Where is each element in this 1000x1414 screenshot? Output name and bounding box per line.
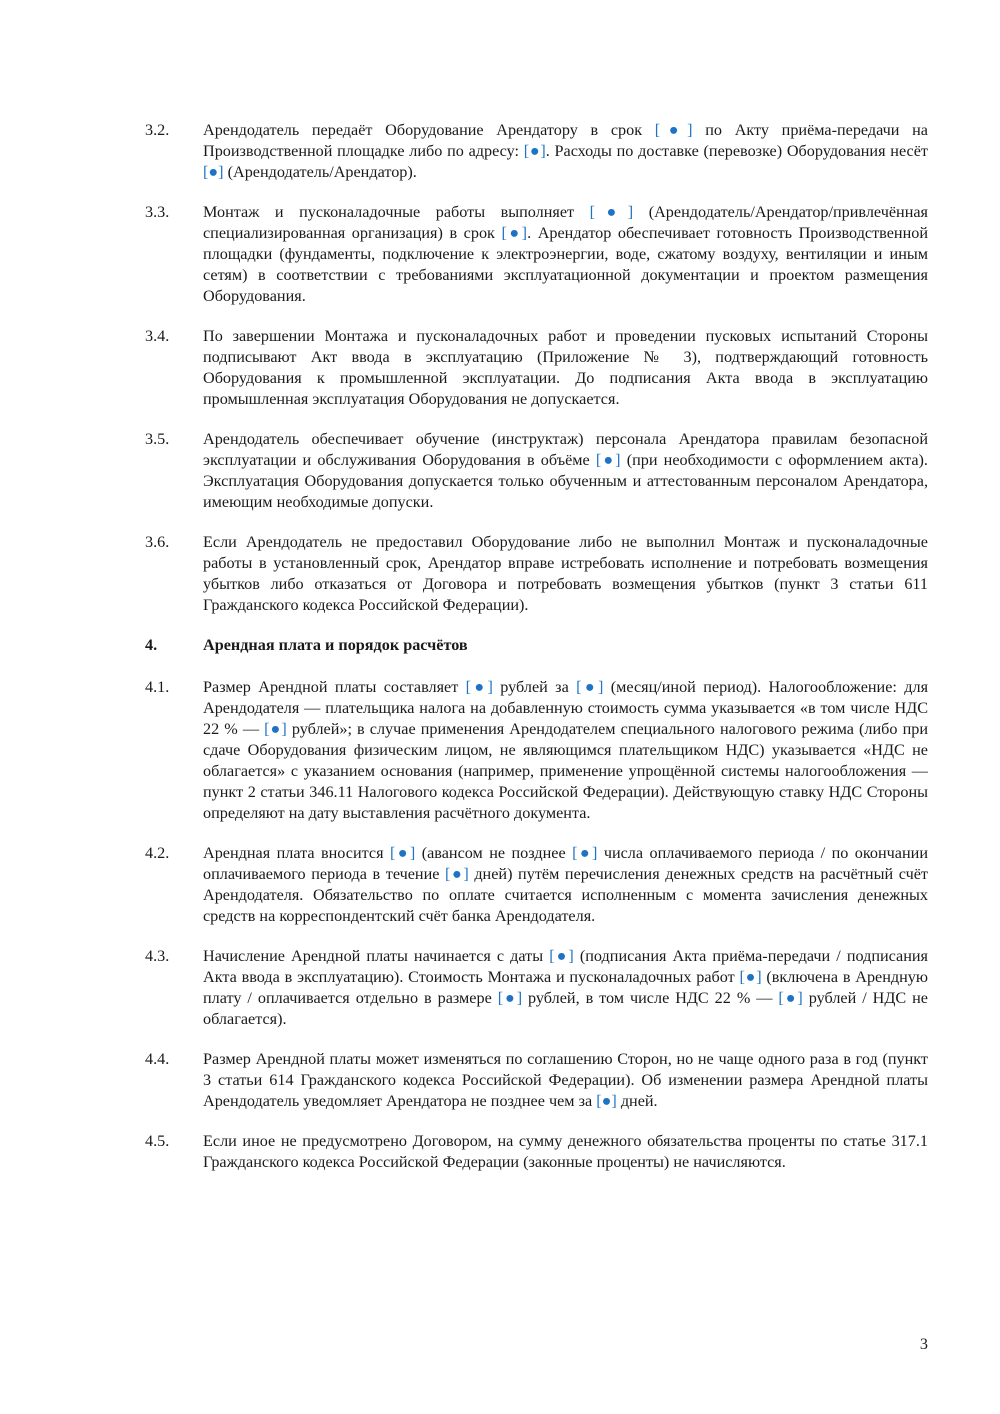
clause-number: 4.1.: [145, 678, 170, 696]
clause-4-3: [145, 946, 928, 1030]
clause-3-5: [145, 429, 928, 513]
placeholder-mark: [●]: [497, 989, 523, 1007]
clause-3-2: [145, 120, 928, 183]
clause-4-4: [145, 1049, 928, 1112]
placeholder-mark: [●]: [501, 224, 528, 242]
placeholder-mark: [●]: [523, 142, 546, 160]
clause-4-1: [145, 677, 928, 824]
clause-4-5: [145, 1131, 928, 1173]
section-title: Арендная плата и порядок расчётов: [203, 636, 468, 654]
clause-3-4: [145, 326, 928, 410]
placeholder-mark: [●]: [445, 865, 469, 883]
placeholder-mark: [●]: [595, 451, 621, 469]
clause-number: 4.4.: [145, 1050, 170, 1068]
clause-text: Размер Арендной платы составляет [●] рублей за [●] (месяц/иной период). Налогообложение: для Арендодателя — плательщика налога на добавленную стоимость сумма указывается «в том числе НДС 22 % — [●] рублей»; в случае применения Арендодателем специального налогового режима (либо при сдаче Оборудования физическим лицом, не являющимся плательщиком НДС) указывается «НДС не облагается» с указанием основания (например, применение упрощённой системы налогообложения — пункт 2 статьи 346.11 Налогового кодекса Российской Федерации). Действующую ставку НДС Стороны определяют на дату выставления расчётного документа.: [203, 678, 929, 822]
clause-number: 4.3.: [145, 947, 170, 965]
clause-text: По завершении Монтажа и пусконаладочных работ и проведении пусковых испытаний Стороны подписывают Акт ввода в эксплуатацию (Приложение № 3), подтверждающий готовность Оборудования к промышленной эксплуатации. До подписания Акта ввода в эксплуатацию промышленная эксплуатация Оборудования не допускается.: [203, 327, 928, 408]
clause-text: Если иное не предусмотрено Договором, на сумму денежного обязательства проценты по статье 317.1 Гражданского кодекса Российской Федерации (законные проценты) не начисляются.: [203, 1132, 928, 1171]
clause-number: 3.4.: [145, 327, 170, 345]
clause-text: Монтаж и пусконаладочные работы выполняет [●] (Арендодатель/Арендатор/привлечённая специализированная организация) в срок [●]. Арендатор обеспечивает готовность Производственной площадки (фундаменты, подключение к электроэнергии, воде, сжатому воздуху, вентиляции и иным сетям) в соответствии с требованиями эксплуатационной документации и проектом размещения Оборудования.: [203, 203, 928, 305]
placeholder-mark: [●]: [264, 720, 287, 738]
clause-4-2: [145, 843, 928, 927]
placeholder-mark: [●]: [549, 947, 574, 965]
section-heading: [145, 635, 928, 656]
section-number: 4.: [145, 636, 158, 654]
placeholder-mark: [●]: [778, 989, 803, 1007]
placeholder-mark: [●]: [572, 844, 598, 862]
clause-text: Размер Арендной платы может изменяться по соглашению Сторон, но не чаще одного раза в год (пункт 3 статьи 614 Гражданского кодекса Российской Федерации). Об изменении размера Арендной платы Арендодатель уведомляет Арендатора не позднее чем за [●] дней.: [203, 1050, 928, 1110]
clause-text: Арендодатель обеспечивает обучение (инструктаж) персонала Арендатора правилам безопасной эксплуатации и обслуживания Оборудования в объёме [●] (при необходимости с оформлением акта). Эксплуатация Оборудования допускается только обученным и аттестованным персоналом Арендатора, имеющим необходимые допуски.: [203, 430, 928, 511]
placeholder-mark: [●]: [203, 163, 224, 181]
clause-3-3: [145, 202, 928, 307]
clause-number: 4.2.: [145, 844, 170, 862]
clause-text: Арендодатель передаёт Оборудование Арендатору в срок [●] по Акту приёма-передачи на Производственной площадке либо по адресу: [●]. Расходы по доставке (перевозке) Оборудования несёт [●] (Арендодатель/Арендатор).: [203, 121, 928, 181]
page-number: 3: [919, 1335, 928, 1353]
clause-3-6: [145, 532, 928, 616]
clause-number: 3.6.: [145, 533, 170, 551]
document-body: [145, 120, 928, 1192]
placeholder-mark: [●]: [576, 678, 604, 696]
placeholder-mark: [●]: [596, 1092, 617, 1110]
clause-text: Если Арендодатель не предоставил Оборудование либо не выполнил Монтаж и пусконаладочные работы в установленный срок, Арендатор вправе истребовать исполнение и потребовать возмещения убытков либо отказаться от Договора и потребовать возмещения убытков (пункт 3 статьи 611 Гражданского кодекса Российской Федерации).: [203, 533, 928, 614]
placeholder-mark: [●]: [739, 968, 762, 986]
clause-number: 4.5.: [145, 1132, 170, 1150]
placeholder-mark: [●]: [589, 203, 634, 221]
clause-text: Арендная плата вносится [●] (авансом не позднее [●] числа оплачиваемого периода / по окончании оплачиваемого периода в течение [●] дней) путём перечисления денежных средств на расчётный счёт Арендодателя. Обязательство по оплате считается исполненным с момента зачисления денежных средств на корреспондентский счёт банка Арендодателя.: [203, 844, 928, 925]
placeholder-mark: [●]: [389, 844, 416, 862]
clause-text: Начисление Арендной платы начинается с даты [●] (подписания Акта приёма-передачи / подписания Акта ввода в эксплуатацию). Стоимость Монтажа и пусконаладочных работ [●] (включена в Арендную плату / оплачивается отдельно в размере [●] рублей, в том числе НДС 22 % — [●] рублей / НДС не облагается).: [203, 947, 929, 1028]
clause-number: 3.5.: [145, 430, 170, 448]
placeholder-mark: [●]: [465, 678, 493, 696]
placeholder-mark: [●]: [654, 121, 693, 139]
clause-number: 3.2.: [145, 121, 170, 139]
clause-number: 3.3.: [145, 203, 170, 221]
